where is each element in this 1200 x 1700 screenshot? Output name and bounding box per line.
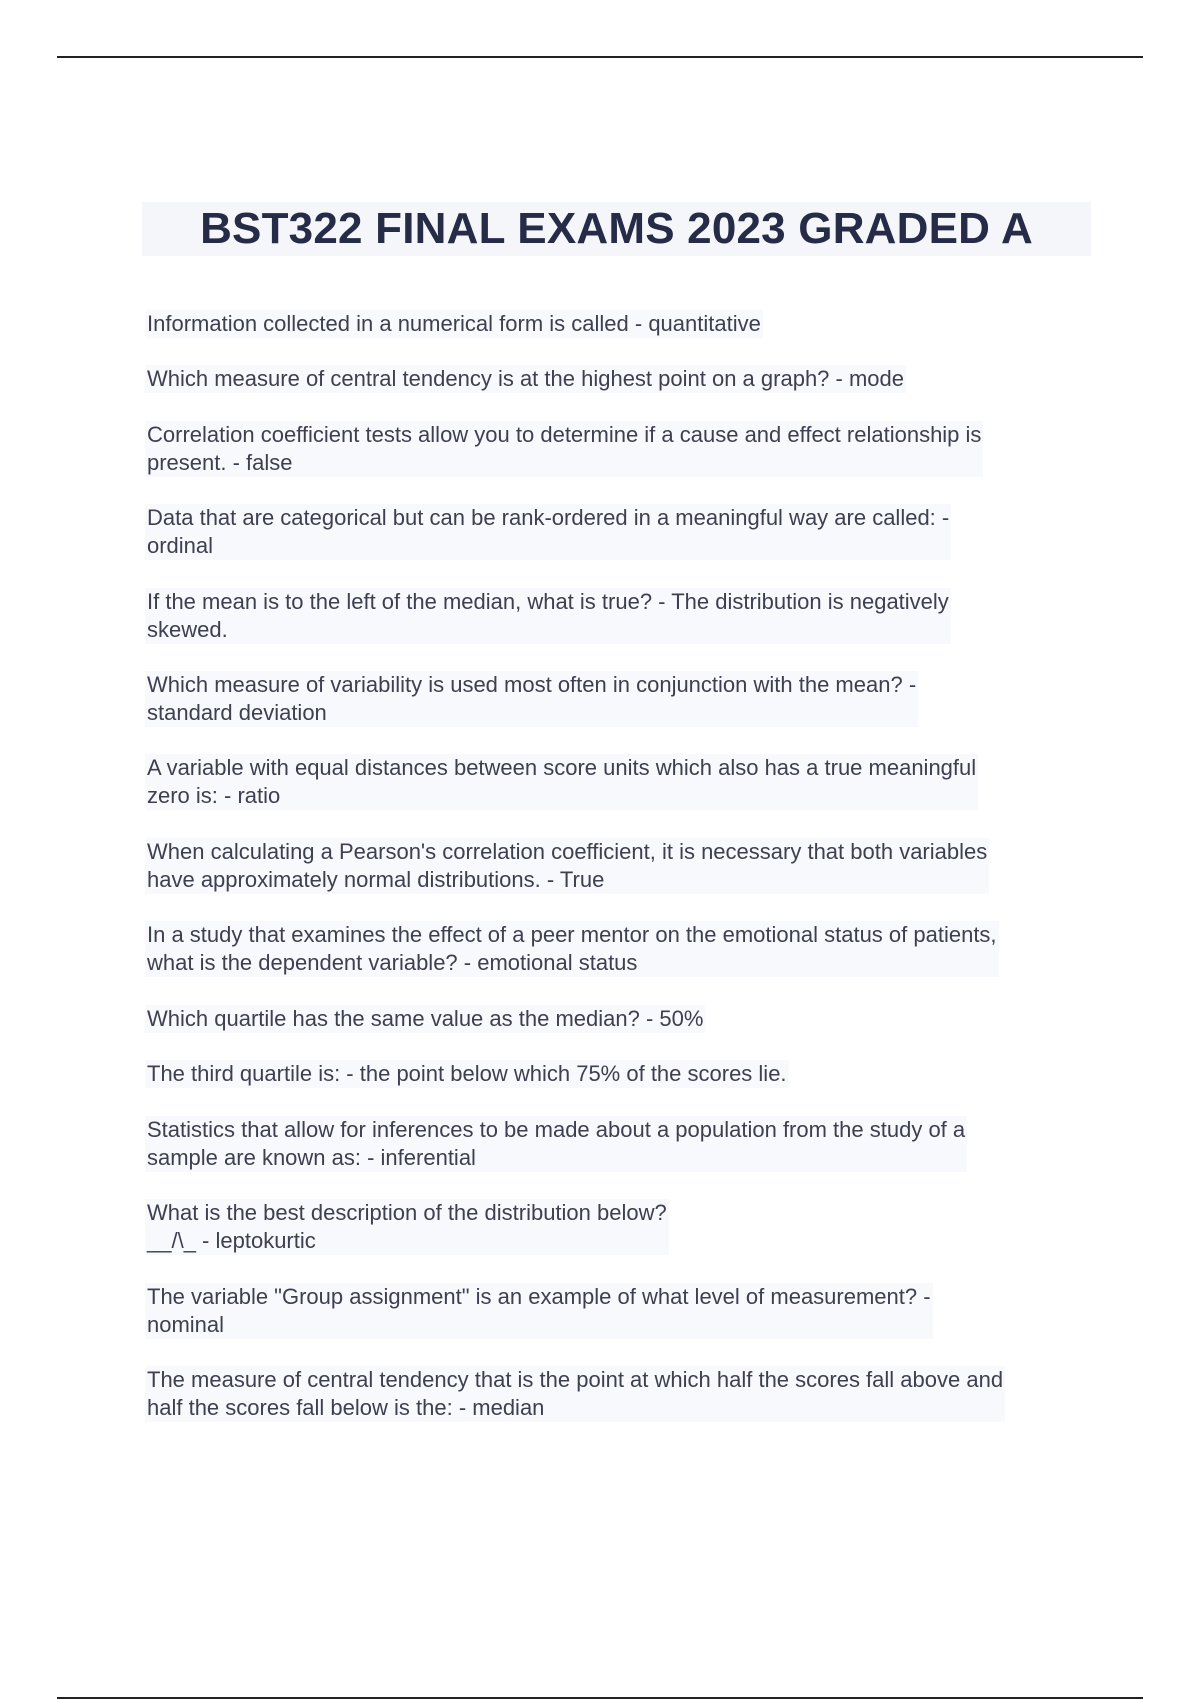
qa-item: Correlation coefficient tests allow you to determine if a cause and effect relationship is present. - false xyxy=(147,422,982,475)
qa-item: A variable with equal distances between score units which also has a true meaningful zero is: - ratio xyxy=(147,755,977,808)
qa-item: The measure of central tendency that is the point at which half the scores fall above and half the scores fall below is the: - median xyxy=(147,1367,1004,1420)
qa-item: Information collected in a numerical form is called - quantitative xyxy=(147,311,761,336)
qa-item: If the mean is to the left of the median, what is true? - The distribution is negatively skewed. xyxy=(147,589,949,642)
qa-item: The variable "Group assignment" is an example of what level of measurement? - nominal xyxy=(147,1284,931,1337)
qa-item: Which measure of variability is used most often in conjunction with the mean? - standard deviation xyxy=(147,672,917,725)
document-title: BST322 FINAL EXAMS 2023 GRADED A xyxy=(200,204,1033,253)
bottom-rule xyxy=(57,1697,1143,1699)
qa-item: When calculating a Pearson's correlation coefficient, it is necessary that both variables have approximately normal distributions. - True xyxy=(147,839,988,892)
qa-item: Which measure of central tendency is at the highest point on a graph? - mode xyxy=(147,366,904,391)
qa-item: What is the best description of the distribution below? __/\_ - leptokurtic xyxy=(147,1200,667,1253)
title-banner xyxy=(142,202,1091,256)
qa-item: Statistics that allow for inferences to be made about a population from the study of a sample are known as: - inferential xyxy=(147,1117,966,1170)
qa-item: Which quartile has the same value as the median? - 50% xyxy=(147,1006,704,1031)
qa-item: In a study that examines the effect of a peer mentor on the emotional status of patients, what is the dependent variable? - emotional status xyxy=(147,922,997,975)
qa-item: The third quartile is: - the point below which 75% of the scores lie. xyxy=(147,1061,787,1086)
qa-item: Data that are categorical but can be rank-ordered in a meaningful way are called: - ordinal xyxy=(147,505,950,558)
top-rule xyxy=(57,56,1143,58)
